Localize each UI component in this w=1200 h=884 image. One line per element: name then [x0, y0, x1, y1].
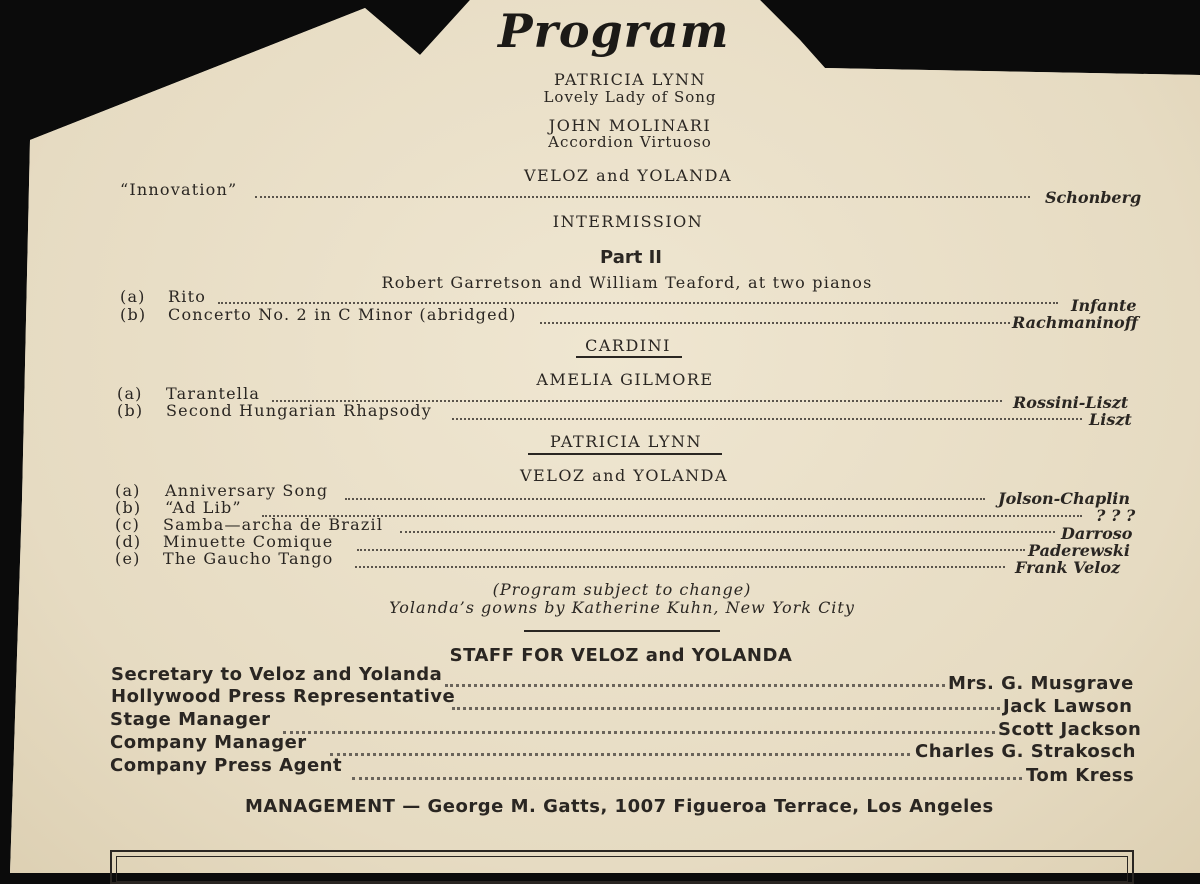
staff-heading: STAFF FOR VELOZ and YOLANDA [449, 645, 793, 666]
program-title: Program [498, 4, 730, 58]
intermission-label: INTERMISSION [552, 212, 704, 231]
staff-role: Company Manager [110, 732, 307, 753]
piece-title: The Gaucho Tango [163, 549, 334, 568]
section-subheading: Robert Garretson and William Teaford, at two pianos [381, 273, 873, 292]
staff-person: Mrs. G. Musgrave [948, 673, 1134, 694]
composer: Paderewski [1028, 541, 1130, 560]
composer: Schonberg [1045, 188, 1142, 207]
item-letter: (b) [120, 305, 147, 324]
piece-title: Concerto No. 2 in C Minor (abridged) [168, 305, 517, 324]
staff-person: Scott Jackson [998, 719, 1142, 740]
composer: ? ? ? [1096, 506, 1136, 525]
leader-dots [452, 418, 1082, 420]
staff-role: Stage Manager [110, 709, 271, 730]
section-heading: AMELIA GILMORE [536, 370, 714, 389]
leader-dots [445, 684, 945, 687]
composer: Jolson-Chaplin [998, 489, 1130, 508]
section-heading: PATRICIA LYNN [550, 432, 702, 451]
leader-dots [345, 498, 985, 500]
piece-title: Anniversary Song [165, 481, 329, 500]
staff-person: Jack Lawson [1003, 696, 1133, 717]
leader-dots [262, 515, 1082, 517]
item-letter: (b) [117, 401, 144, 420]
leader-dots [400, 531, 1055, 533]
piece-title: Second Hungarian Rhapsody [166, 401, 432, 420]
composer: Infante [1071, 296, 1137, 315]
composer: Liszt [1089, 410, 1132, 429]
section-heading: VELOZ and YOLANDA [519, 466, 729, 485]
item-letter: (b) [115, 498, 142, 517]
artist-description: Accordion Virtuoso [548, 133, 712, 151]
leader-dots [540, 322, 1010, 324]
leader-dots [255, 196, 1030, 198]
staff-person: Tom Kress [1026, 765, 1135, 786]
section-heading: VELOZ and YOLANDA [523, 166, 733, 185]
gowns-credit: Yolanda’s gowns by Katherine Kuhn, New York City [389, 598, 855, 617]
staff-role: Secretary to Veloz and Yolanda [111, 664, 443, 685]
artist-name: PATRICIA LYNN [554, 70, 706, 89]
section-divider [524, 630, 720, 632]
composer: Rossini-Liszt [1013, 393, 1129, 412]
item-letter: (c) [115, 515, 141, 534]
leader-dots [330, 753, 910, 756]
item-letter: (a) [117, 384, 143, 403]
part-heading: Part II [600, 247, 662, 268]
leader-dots [218, 302, 1058, 304]
piece-title: “Innovation” [120, 180, 238, 199]
piece-title: Rito [168, 287, 207, 306]
leader-dots [352, 777, 1022, 780]
leader-dots [357, 549, 1025, 551]
heading-underline [528, 453, 722, 455]
staff-role: Company Press Agent [110, 755, 343, 776]
leader-dots [452, 707, 1000, 710]
staff-person: Charles G. Strakosch [915, 741, 1136, 762]
item-letter: (e) [115, 549, 141, 568]
piece-title: “Ad Lib” [165, 498, 242, 517]
composer: Rachmaninoff [1012, 313, 1138, 332]
artist-description: Lovely Lady of Song [543, 88, 717, 106]
leader-dots [283, 731, 995, 734]
program-change-note: (Program subject to change) [492, 580, 752, 599]
staff-role: Hollywood Press Representative [111, 686, 456, 707]
piece-title: Samba—archa de Brazil [163, 515, 384, 534]
composer: Frank Veloz [1015, 558, 1121, 577]
section-heading: CARDINI [585, 336, 671, 355]
item-letter: (d) [115, 532, 142, 551]
composer: Darroso [1061, 524, 1133, 543]
item-letter: (a) [120, 287, 146, 306]
heading-underline [576, 356, 682, 358]
piece-title: Minuette Comique [163, 532, 334, 551]
artist-name: JOHN MOLINARI [548, 116, 712, 135]
decorative-border [110, 850, 1134, 884]
management-line: MANAGEMENT — George M. Gatts, 1007 Figueroa Terrace, Los Angeles [245, 796, 994, 817]
piece-title: Tarantella [166, 384, 261, 403]
leader-dots [355, 566, 1005, 568]
item-letter: (a) [115, 481, 141, 500]
